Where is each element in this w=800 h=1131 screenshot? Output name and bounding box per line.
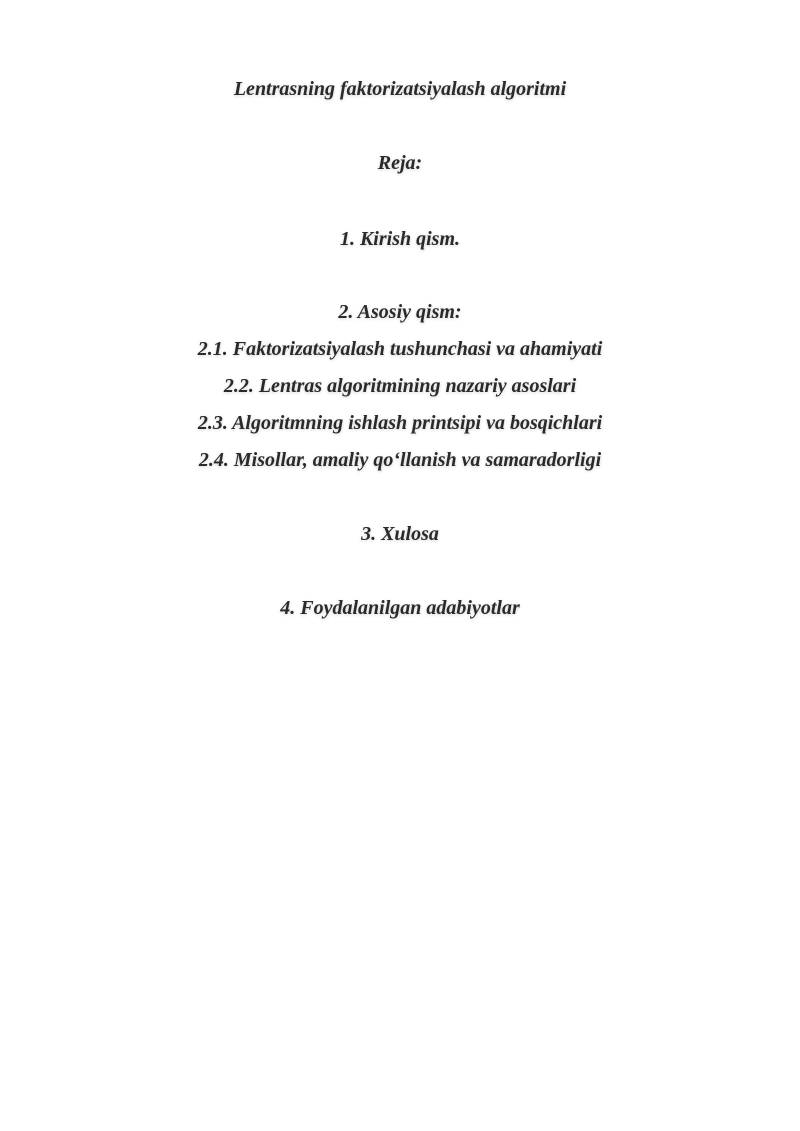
plan-item-main-part: 2. Asosiy qism: xyxy=(338,301,462,323)
plan-subitem-2-3: 2.3. Algoritmning ishlash printsipi va bosqichlari xyxy=(197,412,603,434)
plan-heading: Reja: xyxy=(377,152,423,174)
plan-item-conclusion: 3. Xulosa xyxy=(361,523,439,545)
plan-subitem-2-2: 2.2. Lentras algoritmining nazariy asoslari xyxy=(223,375,577,397)
plan-item-references: 4. Foydalanilgan adabiyotlar xyxy=(280,597,520,619)
plan-subitem-2-4: 2.4. Misollar, amaliy qo‘llanish va samaradorligi xyxy=(198,449,602,471)
plan-subitem-2-1: 2.1. Faktorizatsiyalash tushunchasi va ahamiyati xyxy=(197,338,603,360)
plan-item-introduction: 1. Kirish qism. xyxy=(339,228,461,250)
document-title: Lentrasning faktorizatsiyalash algoritmi xyxy=(233,78,567,100)
